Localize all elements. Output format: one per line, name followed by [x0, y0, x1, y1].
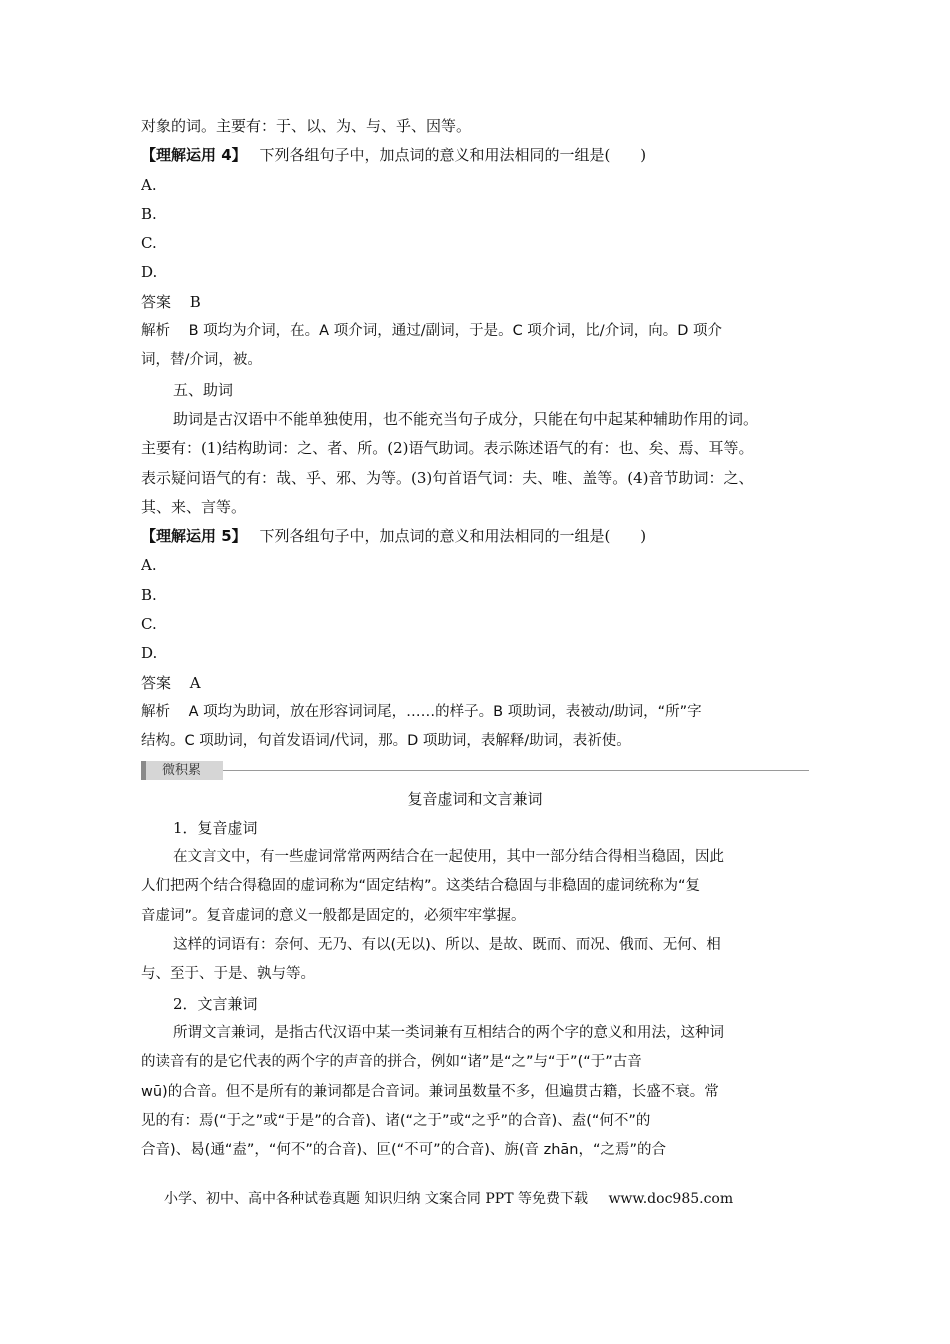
divider-line	[223, 770, 809, 771]
section-heading: 五、助词	[173, 380, 234, 399]
document-page	[141, 112, 809, 1165]
answer-value: B	[189, 292, 201, 311]
paragraph-line: 主要有：(1)结构助词：之、者、所。(2)语气助词。表示陈述语气的有：也、矣、焉、耳等。	[141, 439, 754, 458]
paragraph-line: 所谓文言兼词，是指古代汉语中某一类词兼有互相结合的两个字的意义和用法，这种词	[173, 1024, 724, 1041]
question-4-text: 下列各组句子中，加点词的意义和用法相同的一组是( )	[259, 146, 647, 165]
option-b: B.	[141, 585, 157, 604]
explanation-line	[141, 317, 809, 346]
explanation-line: 结构。C 项助词，句首发语词/代词，那。D 项助词，表解释/助词，表祈使。	[141, 733, 631, 750]
explanation-text: B 项均为介词，在。A 项介词，通过/副词，于是。C 项介词，比/介词，向。D 项介	[188, 323, 722, 340]
option-a: A.	[141, 175, 157, 194]
subheading: 1．复音虚词	[173, 818, 258, 837]
paragraph-line: 人们把两个结合得稳固的虚词称为“固定结构”。这类结合稳固与非稳固的虚词统称为“复	[141, 878, 701, 895]
explanation-line: 词，替/介词，被。	[141, 352, 262, 369]
paragraph-line: 表示疑问语气的有：哉、乎、邪、为等。(3)句首语气词：夫、唯、盖等。(4)音节助词：之、	[141, 468, 754, 487]
option-b: B.	[141, 204, 157, 223]
answer-label: 答案	[141, 673, 172, 692]
question-4-heading	[141, 141, 809, 170]
option-c: C.	[141, 615, 157, 634]
option-d: D.	[141, 263, 158, 282]
option-c: C.	[141, 234, 157, 253]
paragraph-line: 音虚词”。复音虚词的意义一般都是固定的，必须牢牢掌握。	[141, 907, 526, 924]
explanation-line	[141, 698, 809, 727]
section-tab: 微积累	[141, 761, 223, 780]
paragraph-line: 在文言文中，有一些虚词常常两两结合在一起使用，其中一部分结合得相当稳固，因此	[173, 849, 724, 866]
explanation-label: 解析	[141, 323, 170, 340]
question-5-tag: 【理解运用 5】	[141, 527, 247, 546]
page-footer	[164, 1188, 733, 1208]
answer-label: 答案	[141, 292, 172, 311]
option-d: D.	[141, 644, 158, 663]
paragraph-line: 合音)、曷(通“盍”，“何不”的合音)、叵(“不可”的合音)、旃(音 zhān，“之焉”的合	[141, 1142, 667, 1159]
question-5-heading	[141, 522, 809, 551]
paragraph-line: 这样的词语有：奈何、无乃、有以(无以)、所以、是故、既而、而况、俄而、无何、相	[173, 937, 721, 954]
article-title: 复音虚词和文言兼词	[407, 789, 543, 808]
footer-text: 小学、初中、高中各种试卷真题 知识归纳 文案合同 PPT 等免费下载	[164, 1191, 588, 1207]
paragraph-line: 其、来、言等。	[141, 497, 247, 516]
paragraph-line: 助词是古汉语中不能单独使用，也不能充当句子成分，只能在句中起某种辅助作用的词。	[173, 409, 759, 428]
question-5-text: 下列各组句子中，加点词的意义和用法相同的一组是( )	[259, 527, 647, 546]
answer-line	[141, 288, 809, 317]
option-a: A.	[141, 556, 157, 575]
explanation-text: A 项均为助词，放在形容词词尾，……的样子。B 项助词，表被动/助词，“所”字	[188, 703, 702, 720]
answer-line	[141, 669, 809, 698]
text-line: 对象的词。主要有：于、以、为、与、乎、因等。	[141, 117, 472, 135]
explanation-label: 解析	[141, 703, 170, 720]
answer-value: A	[189, 673, 201, 692]
footer-url[interactable]: www.doc985.com	[608, 1191, 734, 1207]
paragraph-line: 与、至于、于是、孰与等。	[141, 966, 315, 983]
paragraph-line: 的读音有的是它代表的两个字的声音的拼合，例如“诸”是“之”与“于”(“于”古音	[141, 1054, 642, 1071]
paragraph-line: 见的有：焉(“于之”或“于是”的合音)、诸(“之于”或“之乎”的合音)、盍(“何不”的	[141, 1112, 651, 1129]
paragraph-line: wū)的合音。但不是所有的兼词都是合音词。兼词虽数量不多，但遍贯古籍，长盛不衰。常	[141, 1083, 719, 1100]
section-divider	[141, 757, 809, 785]
subheading: 2．文言兼词	[173, 994, 258, 1013]
question-4-tag: 【理解运用 4】	[141, 146, 247, 165]
